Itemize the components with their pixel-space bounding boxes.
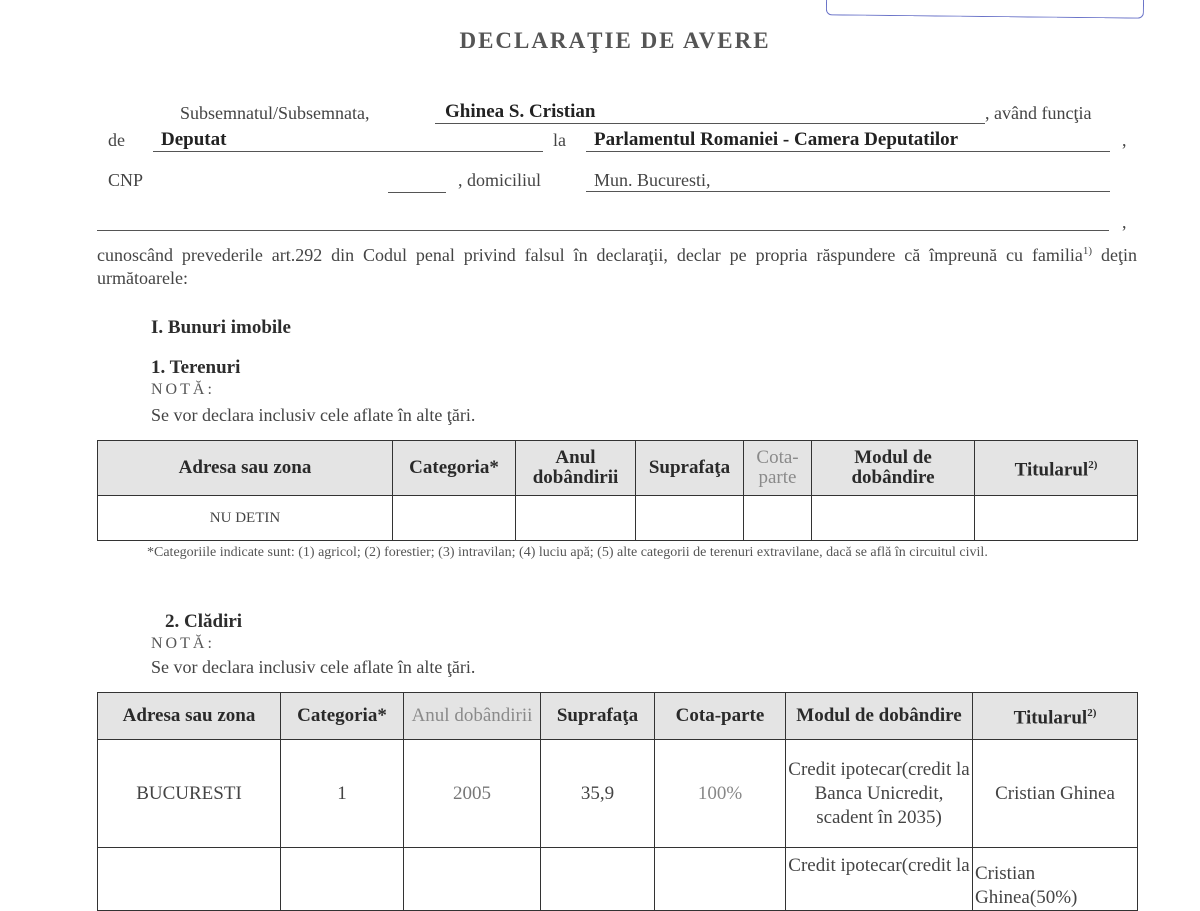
comma-1: , [1122,130,1127,150]
table-cell [98,848,281,911]
table-cell [541,848,655,911]
subsection-heading-terenuri: 1. Terenuri [151,357,241,378]
table-row [98,740,1138,848]
la-label: la [553,130,566,150]
terenuri-col-suprafata: Suprafaţa [636,441,744,496]
terenuri-col-titularul [975,441,1138,496]
terenuri-col-modul: Modul de dobândire [812,441,975,496]
table-cell: NU DETIN [98,496,393,541]
nota-text-1: Se vor declara inclusiv cele aflate în alte ţări. [151,405,476,425]
cladiri-col-adresa: Adresa sau zona [98,693,281,740]
subsection-heading-cladiri: 2. Clădiri [165,611,243,632]
table-cell: 100% [655,740,786,848]
terenuri-col-anul: Anul dobândirii [516,441,636,496]
function-field: Deputat [153,129,543,152]
domiciliu-continuation-field [97,208,1109,231]
cladiri-table [97,692,1138,911]
terenuri-col-cota: Cota-parte [744,441,812,496]
cladiri-col-modul: Modul de dobândire [786,693,973,740]
domiciliu-label: , domiciliul [458,170,541,190]
table-cell [393,496,516,541]
document-title: DECLARAŢIE DE AVERE [459,28,771,53]
statement-text: cunoscând prevederile art.292 din Codul penal privind falsul în declaraţii, declar pe propria răspundere că împreună cu familia [97,245,1083,265]
table-cell: Credit ipotecar(credit la Banca Unicredit, scadent în 2035) [786,740,973,848]
cnp-label: CNP [108,170,144,190]
table-cell: Credit ipotecar(credit la [786,848,973,911]
terenuri-titular-sup: 2) [1088,459,1098,472]
nota-text-2: Se vor declara inclusiv cele aflate în alte ţări. [151,657,476,677]
table-cell [281,848,404,911]
stamp-mark [826,0,1144,19]
table-row [98,848,1138,911]
nota-label-1: NOTĂ: [151,381,215,398]
table-cell [404,848,541,911]
de-label: de [108,130,125,150]
cladiri-header-row [98,693,1138,740]
cladiri-col-titularul [973,693,1138,740]
domiciliu-field: Mun. Bucuresti, [586,170,1110,192]
table-cell [636,496,744,541]
table-cell: 35,9 [541,740,655,848]
terenuri-col-adresa: Adresa sau zona [98,441,393,496]
cladiri-col-anul: Anul dobândirii [404,693,541,740]
terenuri-table [97,440,1138,541]
statement-footnote-ref: 1) [1082,245,1093,257]
cladiri-col-suprafata: Suprafaţa [541,693,655,740]
table-cell: BUCURESTI [98,740,281,848]
table-cell [655,848,786,911]
institution-field: Parlamentul Romaniei - Camera Deputatilor [586,129,1110,152]
declarant-name-field: Ghinea S. Cristian [435,101,985,124]
function-label: , având funcţia [985,103,1092,123]
categorii-footnote: *Categoriile indicate sunt: (1) agricol; (2) forestier; (3) intravilan; (4) luciu apă; (5) alte categorii de terenuri extravilane, dacă se află în circuitul civil. [147,545,988,560]
subsemnatul-label: Subsemnatul/Subsemnata, [180,103,370,123]
table-cell [812,496,975,541]
terenuri-col-categoria: Categoria* [393,441,516,496]
statement-end: deţin următoarele: [97,245,1137,288]
section-heading-bunuri-imobile: I. Bunuri imobile [151,317,291,338]
cladiri-col-cota: Cota-parte [655,693,786,740]
table-cell [516,496,636,541]
table-cell: 1 [281,740,404,848]
table-cell: Cristian Ghinea(50%) [973,848,1138,911]
table-cell [975,496,1138,541]
table-cell [744,496,812,541]
table-row [98,496,1138,541]
cladiri-col-categoria: Categoria* [281,693,404,740]
nota-label-2: NOTĂ: [151,635,215,652]
cladiri-titular-sup: 2) [1087,707,1097,720]
table-cell: 2005 [404,740,541,848]
statement-paragraph [97,240,1137,290]
table-cell: Cristian Ghinea [973,740,1138,848]
terenuri-col-titularul-label: Titularul [1014,459,1089,481]
terenuri-header-row [98,441,1138,496]
cnp-field [388,170,446,193]
cladiri-col-titularul-label: Titularul [1013,707,1088,729]
comma-2: , [1122,212,1127,232]
